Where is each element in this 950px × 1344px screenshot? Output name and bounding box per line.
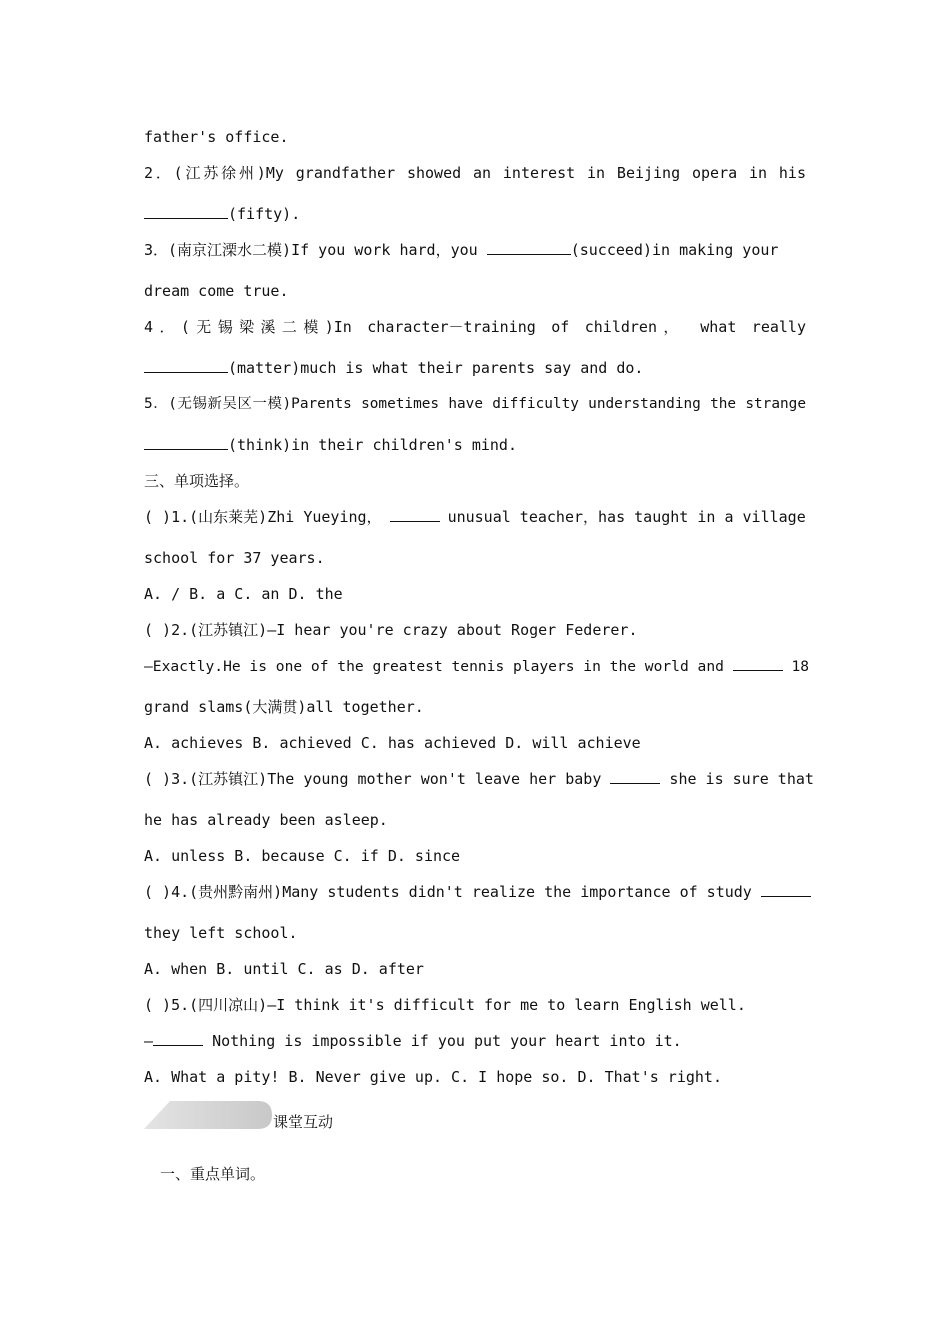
mc3-line2: he has already been asleep. [144, 811, 388, 829]
section-banner-title: 课堂互动 [273, 1113, 334, 1131]
mc2-line3: grand slams(大满贯)all together. [144, 698, 424, 716]
mc1-line1: ( )1.(山东莱芜)Zhi Yueying， unusual teacher，has taught in a village [144, 508, 806, 526]
answer-blank[interactable] [144, 435, 228, 450]
q2-line1: 2．(江苏徐州)My grandfather showed an interest in Beijing opera in his [144, 164, 806, 182]
mc5-options: A. What a pity! B. Never give up. C. I hope so. D. That's right. [144, 1068, 722, 1086]
section-1-heading: 一、重点单词。 [160, 1165, 266, 1183]
q4-line1: 4．(无锡梁溪二模)In character－training of children， what really [144, 318, 806, 336]
q3-line1: 3．(南京江溧水二模)If you work hard，you (succeed)in making your [144, 241, 779, 259]
section-3-heading: 三、单项选择。 [144, 472, 250, 490]
mc1-line2: school for 37 years. [144, 549, 325, 567]
answer-blank[interactable] [610, 769, 660, 784]
answer-blank[interactable] [144, 204, 228, 219]
mc5-line2: — Nothing is impossible if you put your heart into it. [144, 1032, 682, 1050]
mc2-options: A. achieves B. achieved C. has achieved D. will achieve [144, 734, 641, 752]
mc1-options: A. / B. a C. an D. the [144, 585, 343, 603]
section-banner-shape [144, 1100, 272, 1130]
q1-continuation: father's office. [144, 128, 289, 146]
mc5-line1: ( )5.(四川凉山)—I think it's difficult for me to learn English well. [144, 996, 746, 1014]
q5-line2: (think)in their children's mind. [144, 435, 806, 455]
answer-blank[interactable] [487, 240, 571, 255]
q5-line1: 5．(无锡新吴区一模)Parents sometimes have difficulty understanding the strange [144, 396, 806, 412]
q4-line2: (matter)much is what their parents say and do. [144, 358, 806, 378]
answer-blank[interactable] [153, 1031, 203, 1046]
answer-blank[interactable] [144, 358, 228, 373]
q2-line2: (fifty). [144, 204, 806, 224]
mc4-line2: they left school. [144, 924, 298, 942]
answer-blank[interactable] [761, 882, 811, 897]
mc2-line1: ( )2.(江苏镇江)—I hear you're crazy about Roger Federer. [144, 621, 638, 639]
answer-blank[interactable] [390, 507, 440, 522]
mc3-options: A. unless B. because C. if D. since [144, 847, 461, 865]
mc4-line1: ( )4.(贵州黔南州)Many students didn't realize the importance of study [144, 882, 806, 902]
answer-blank[interactable] [733, 656, 783, 671]
mc2-line2: —Exactly.He is one of the greatest tennis players in the world and 18 [144, 658, 810, 675]
q3-line2: dream come true. [144, 282, 289, 300]
mc4-options: A. when B. until C. as D. after [144, 960, 424, 978]
mc3-line1: ( )3.(江苏镇江)The young mother won't leave her baby she is sure that [144, 770, 814, 788]
